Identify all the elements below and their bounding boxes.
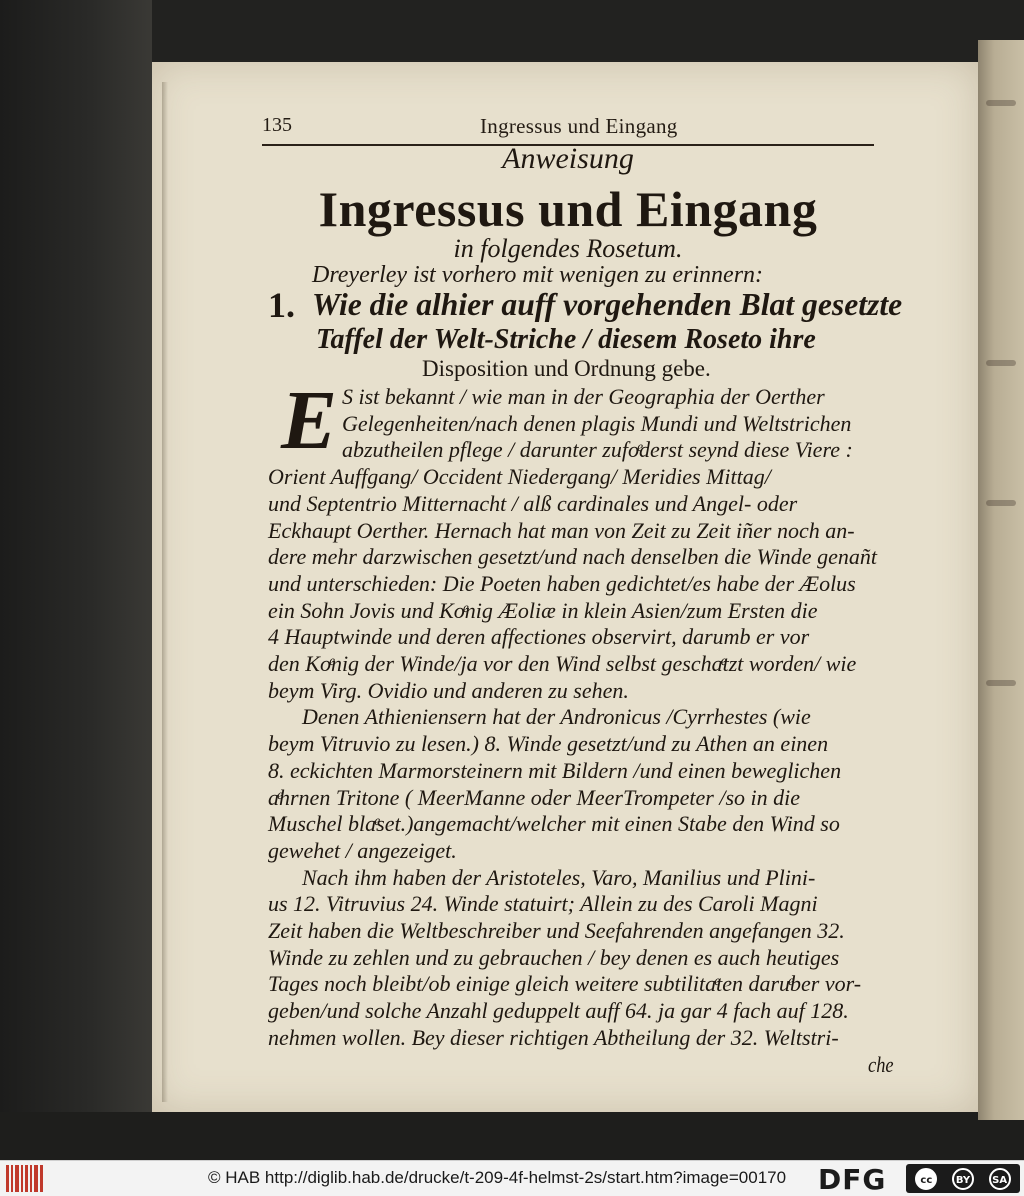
body-line: Orient Auffgang/ Occident Niedergang/ Meridies Mittag/ [268, 464, 771, 490]
body-line: Zeit haben die Weltbeschreiber und Seefahrenden angefangen 32. [268, 918, 845, 943]
sa-icon: SA [989, 1168, 1011, 1190]
body-line: nehmen wollen. Bey dieser richtigen Abtheilung der 32. Weltstri- [268, 1024, 839, 1050]
body-line: abzutheilen pflege / darunter zufoͤderst seynd diese Viere : [342, 437, 853, 463]
body-line: und unterschieden: Die Poeten haben gedichtet/es habe der Æolus [268, 570, 856, 596]
point-number: 1. [268, 285, 295, 325]
heading-anweisung: Anweisung [502, 142, 634, 175]
cc-icon: cc [915, 1168, 937, 1190]
viewer-footer [0, 1160, 1024, 1196]
book-page [152, 62, 978, 1112]
point-heading-line-1: Wie die alhier auff vorgehenden Blat gesetzte [312, 286, 903, 322]
adjacent-page-edge [978, 40, 1024, 1120]
page-title: Ingressus und Eingang [318, 181, 818, 237]
body-line: den Koͤnig der Winde/ja vor den Wind selbst geschaͤtzt worden/ wie [268, 651, 857, 676]
scan-background-top [0, 0, 1024, 62]
bleed-mark [986, 500, 1016, 506]
bleed-mark [986, 680, 1016, 686]
body-line: gewehet / angezeiget. [268, 837, 457, 863]
body-line: dere mehr darzwischen gesetzt/und nach denselben die Winde genañt [268, 544, 877, 570]
by-icon: BY [952, 1168, 974, 1190]
body-line: Winde zu zehlen und zu gebrauchen / bey denen es auch heutiges [268, 944, 840, 970]
point-heading-line-2: Taffel der Welt-Striche / diesem Roseto ihre [316, 324, 816, 355]
scan-background-bottom [0, 1112, 1024, 1160]
body-line: beym Vitruvio zu lesen.) 8. Winde gesetzt/und zu Athen an einen [268, 731, 829, 757]
body-line: Gelegenheiten/nach denen plagis Mundi und Weltstrichen [342, 410, 852, 436]
license-badge[interactable] [906, 1164, 1020, 1193]
body-line: 4 Hauptwinde und deren affectiones observirt, darumb er vor [268, 624, 810, 650]
page-gutter-shadow [162, 82, 168, 1102]
bleed-mark [986, 360, 1016, 366]
body-line: Tages noch bleibt/ob einige gleich weitere subtilitaͤten daruͤber vor- [268, 971, 862, 997]
body-line: us 12. Vitruvius 24. Winde statuirt; Allein zu des Caroli Magni [268, 891, 818, 917]
page-number: 135 [262, 114, 292, 136]
body-line: Muschel blaͤset.)angemacht/welcher mit einen Stabe den Wind so [268, 811, 840, 837]
body-line: Denen Athieniensern hat der Andronicus /Cyrrhestes (wie [302, 704, 811, 730]
body-line: aͤhrnen Tritone ( MeerManne oder MeerTrompeter /so in die [268, 784, 800, 810]
body-line: 8. eckichten Marmorsteinern mit Bildern /und einen beweglichen [268, 757, 842, 783]
scan-background-left [0, 0, 152, 1160]
heading-intro: Dreyerley ist vorhero mit wenigen zu erinnern: [312, 262, 764, 288]
body-line: beym Virg. Ovidio und anderen zu sehen. [268, 677, 629, 703]
body-line: Eckhaupt Oerther. Hernach hat man von Zeit zu Zeit iñer noch an- [268, 517, 855, 543]
body-line: geben/und solche Anzahl geduppelt auff 64. ja gar 4 fach auf 128. [268, 998, 849, 1024]
point-heading-line-3: Disposition und Ordnung gebe. [422, 356, 711, 381]
bleed-mark [986, 100, 1016, 106]
hab-barcode-logo [6, 1165, 46, 1192]
body-line: Nach ihm haben der Aristoteles, Varo, Manilius und Plini- [302, 864, 816, 890]
body-line: ein Sohn Jovis und Koͤnig Æoliæ in klein Asien/zum Ersten die [268, 597, 818, 623]
body-line: S ist bekannt / wie man in der Geographia der Oerther [342, 384, 825, 409]
heading-subtitle: in folgendes Rosetum. [453, 234, 683, 263]
body-line: und Septentrio Mitternacht / alß cardinales und Angel- oder [268, 490, 798, 516]
source-url[interactable]: © HAB http://diglib.hab.de/drucke/t-209-4f-helmst-2s/start.htm?image=00170 [208, 1168, 787, 1187]
body-line: che [868, 1051, 894, 1077]
drop-cap: E [280, 374, 338, 467]
running-head: Ingressus und Eingang [480, 114, 678, 138]
dfg-logo: DFG [818, 1163, 887, 1196]
